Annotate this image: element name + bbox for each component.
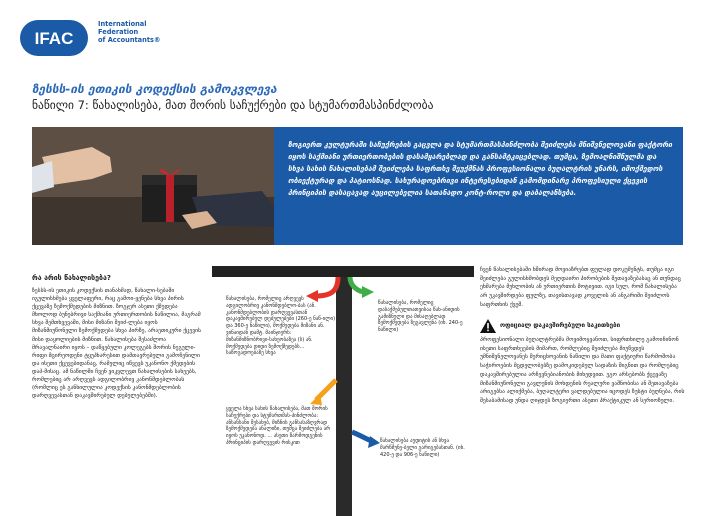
inducement-diagram	[212, 262, 474, 516]
logo-subtitle-line-3: of Accountants®	[98, 36, 161, 44]
warning-triangle-icon	[480, 319, 496, 333]
series-title: ზესსს-ის ეთიკის კოდექსის გამოკვლევა	[32, 82, 277, 96]
hero-intro-text: ზოგიერთ კულტურაში საჩუქრების გაცვლა და სტუმართმასპინძლობა შეიძლება მნიშვნელოვანი ფაქტორი იყოს საქმიანი ურთიერთობების დასამყარებლად და განსამტკიცებლად. თუმცა, ზემოაღნიშნულმა და სხვა სახის წახალისებამ შეიძლება საფრთხე შეუქმნას პროფესიონალი ბუღალტრის უნარს, იმოქმედოს ობიექტურად და პატიოსნად. სახურადოებრივი ინტერესებიდან გამომდინარე პროფესიული ქცევის პრინციპის დასაცავად აუცილებელია სათანადო კონტ-როლი და დაბალანსება.	[288, 140, 673, 197]
ifac-logo	[18, 18, 90, 58]
red-arrow	[316, 277, 338, 296]
diagram-trunk	[336, 277, 352, 516]
diagram-header-bar	[212, 266, 474, 277]
page-title: ნაწილი 7: წახალისება, მათ შორის საჩუქრები და სტუმართმასპინძლობა	[32, 98, 434, 112]
logo-subtitle-line-2: Federation	[98, 28, 139, 36]
logo-wordmark: IFAC	[34, 29, 74, 48]
logo-subtitle	[98, 20, 161, 44]
gift-box-refusal-photo	[32, 127, 274, 245]
column3-body: პროფესიონალი ბუღალტრებმა მოვიმოყვანოთ, სიფრთხილე გამოიჩინონ ისეთი საფრთხეების მიმართ, რომლებიც შეიძლება მიუწვდეს უმნიშვნელოვანეს შერიცხოვანის ნაწილი და მათი ფაქტიური წარმოშობა საჭიროების მცდელობებზე დამოკიდებულ სადაზის შიგნით და რომლებიც დაკავშირებულია არჩევნებიანობის მიხედვით. ეგო არსებობს ქცევაზე მიზანმიუწონელი გავლენის მოხდენის რეალური ვაშნობისა ან შეთავაზება არიგებსა ალიქმება, ბუღალტერი ვალდებულია იცოდეს ზუსტი ბუღნება, რის შესაბამისად უნდა ღიჯდეს ზოგიერთი ასეთი პრაქტიკულ ან სერიოზული.	[480, 337, 685, 404]
logo-subtitle-line-1: International	[98, 20, 147, 28]
diagram-box-other-inducements: ყველა სხვა სახის წახალისება, მათ შორის საჩუქრები და სტუმართმას-პინძლობა: ანსანსანი შესახებ, მიზნის განსასაზღვრად ზემოქმედება ანალიზი, თუმცა შეიძლება არ იყოს უკანონოდ. ... ასეთი წარმოდგენის პრინციპის დარღვევის რისკით	[226, 406, 331, 446]
section-heading-what-is-inducement: რა არის წახალისება?	[32, 274, 111, 282]
column1-body: ზესსს-ის ეთიკის კოდექსის თანახმად, წახალი-სებაში იგულისხმება ყველაფერი, რაც გამოი-ყენება სხვა პირის ქცევაზე ზემოქმედების მიზნით. ზოგჯერ ასეთი ქმედება მხოლოდ ბუნებრივი საქმიანი ურთიერთობის ნაწილია, მაგრამ სხვა შემთხვევაში, მისი მიზანი შეიძ-ლება იყოს მიზანმიუწონელი ზემოქმედება სხვა პირზე, არაეთიკური ქცევის მისი დაყოლიების მიზნით. წახალისება შესაძლოა მრავალნაირი იყოს – დაწყებული კოლეგებს შორის ნეგული-რიფი მცირეოდენი ტყუპხარესით დამთავრებული გამოჩენილი და ისეთი ქცევებიდანაც, რამელიც იწვევს უკანონო ქმედების დაპ-მისაც. ამ ნაწილში ჩვენ ვიკვლევთ წახალისების სახეებს, რომლებიც არ არღვევს ადგილობრივ კანონმდებლობას (რომლიც ეს განხილულია კოდექსის კანონმდებლობის დარღვევასთან დაკავშირებულ დებულებებში).	[32, 288, 201, 400]
warning-section-heading: ოფიციალ დაკავშირებული საკითხები	[500, 322, 621, 329]
column3-intro: ჩვენ წახალისებაში ხშირად მოვიაზრებთ ფულად დოკუმენტს, თუმცა იგი შეიძლება გულისხმობდეს მეღდაირი პირობების შეთავაზებასაც ან თუნდაც ეხმარება მუხლობის ან ურთიერთის მოტივით. იგი სულ, რომ წახალისება არ უკავშირდება ფულზე, თავისთავად კოველის ან ანგარიში შეიძლოს საფრთხის ქვეშ.	[480, 267, 681, 308]
diagram-box-fraud-inducements: წახალისება, რომელიც დასაქმებულთათვისაა წახ-ანიდის გამიზნული და მისაღებლად ზემოქმედება ზეგავლენა (იხ. 240-ე ნაწილი)	[378, 300, 463, 334]
diagram-box-audit-inducements: წახალისება აუდიტის ან სხვა მარწმუნე-ბელი გარიგებასთან. (იხ. 420-ე და 906-ე ნაწილი)	[380, 438, 465, 458]
diagram-box-illegal-inducements: წახალისება, რომელიც არღვევს ადგილობრივ კანონმდებლო-ბას (ან. კანონმდებლობის დარღვევასთან დაკავშირებულ დებულებები (260-ე ნაწ-ილი) და 360-ე ნაწილი), მოქმედება მიზანი ან. ვინაიდან დამტ. მაინჯიერს: მიზანმიზნობრივი-სახეობაზეა (ს) ან. მოქმედება დიდი ზემოქმედებს... საზოგადოებაზე სხვა	[226, 296, 336, 357]
